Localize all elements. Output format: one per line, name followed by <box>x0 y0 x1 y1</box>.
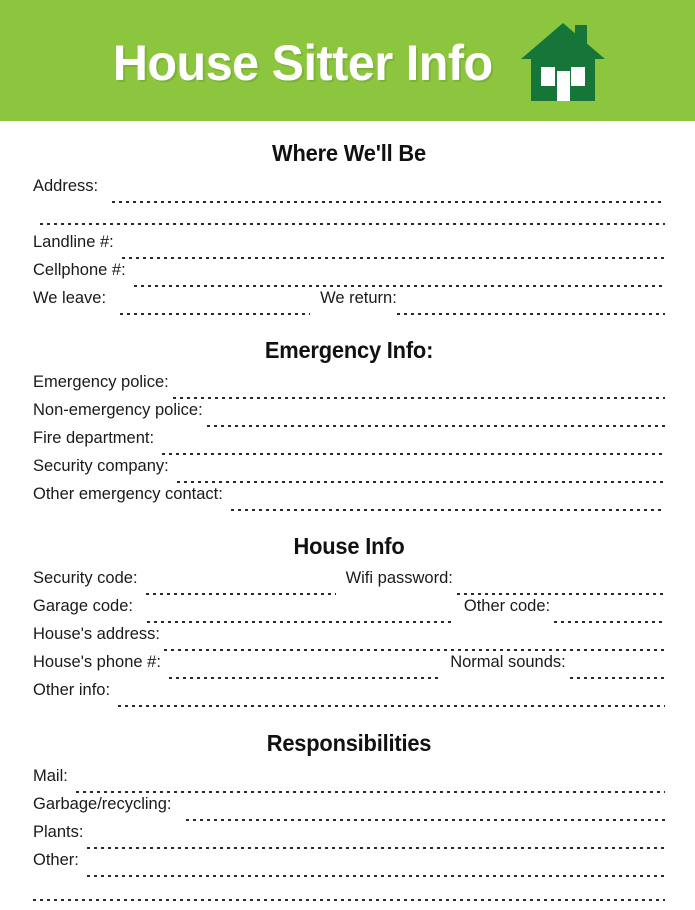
input-line-houses-address[interactable] <box>164 641 665 653</box>
section-title-emergency-info: Emergency Info: <box>264 337 434 363</box>
field-row-fire-department[interactable] <box>33 430 665 458</box>
input-line-garbage-recycling[interactable] <box>186 811 666 823</box>
field-row-cellphone[interactable] <box>33 262 665 290</box>
input-line-security-code[interactable] <box>146 585 336 597</box>
field-row-address[interactable] <box>33 178 665 206</box>
input-line-address[interactable] <box>112 193 665 205</box>
page-title: House Sitter Info <box>112 34 493 91</box>
label-other: Other: <box>33 851 79 869</box>
label-other-info: Other info: <box>33 681 111 699</box>
label-security-code: Security code: <box>33 569 138 587</box>
field-row-we-leave-return[interactable] <box>33 290 665 318</box>
input-line-emergency-police[interactable] <box>173 389 665 401</box>
form-content <box>0 142 695 910</box>
input-line-non-emergency-police[interactable] <box>207 417 665 429</box>
label-garage-code: Garage code: <box>33 597 133 615</box>
section-title-responsibilities: Responsibilities <box>266 730 432 756</box>
field-row-mail[interactable] <box>33 768 665 796</box>
label-fire-department: Fire department: <box>33 429 155 447</box>
input-line-normal-sounds[interactable] <box>570 669 665 681</box>
input-line-fire-department[interactable] <box>162 445 665 457</box>
field-row-plants[interactable] <box>33 824 665 852</box>
field-row-landline[interactable] <box>33 234 665 262</box>
label-other-emergency-contact: Other emergency contact: <box>33 485 223 503</box>
label-houses-phone: House's phone #: <box>33 653 161 671</box>
label-other-code: Other code: <box>463 597 551 615</box>
section-where-well-be <box>33 142 665 318</box>
section-responsibilities <box>33 732 665 910</box>
input-line-other-continued[interactable] <box>33 891 665 903</box>
label-security-company: Security company: <box>33 457 169 475</box>
label-cellphone: Cellphone #: <box>33 261 126 279</box>
section-title-house-info: House Info <box>293 533 405 559</box>
input-line-we-leave[interactable] <box>120 305 310 317</box>
input-line-plants[interactable] <box>87 839 665 851</box>
input-line-security-company[interactable] <box>177 473 665 485</box>
field-row-houses-phone[interactable] <box>33 654 665 682</box>
field-row-garage-code[interactable] <box>33 598 665 626</box>
input-line-wifi-password[interactable] <box>457 585 665 597</box>
input-line-address-continued[interactable] <box>40 215 665 227</box>
label-landline: Landline #: <box>33 233 114 251</box>
field-row-emergency-police[interactable] <box>33 374 665 402</box>
label-normal-sounds: Normal sounds: <box>450 653 566 671</box>
input-line-other-info[interactable] <box>118 697 665 709</box>
field-row-non-emergency-police[interactable] <box>33 402 665 430</box>
field-row-address-continued[interactable] <box>33 206 665 234</box>
label-we-return: We return: <box>320 289 397 307</box>
input-line-landline[interactable] <box>122 249 665 261</box>
input-line-other-emergency-contact[interactable] <box>231 501 665 513</box>
field-row-other-info[interactable] <box>33 682 665 710</box>
section-emergency-info <box>33 339 665 514</box>
label-plants: Plants: <box>33 823 84 841</box>
field-row-other-emergency-contact[interactable] <box>33 486 665 514</box>
input-line-houses-phone[interactable] <box>169 669 440 681</box>
field-row-other-continued[interactable] <box>33 880 665 910</box>
section-title-where-well-be: Where We'll Be <box>272 140 426 166</box>
label-mail: Mail: <box>33 767 68 785</box>
field-row-houses-address[interactable] <box>33 626 665 654</box>
field-row-other[interactable] <box>33 852 665 880</box>
header-banner-content <box>0 19 695 103</box>
field-row-security-company[interactable] <box>33 458 665 486</box>
input-line-cellphone[interactable] <box>134 277 665 289</box>
header-banner <box>0 0 695 121</box>
label-we-leave: We leave: <box>33 289 107 307</box>
input-line-other[interactable] <box>87 867 665 879</box>
house-icon <box>520 19 606 103</box>
label-garbage-recycling: Garbage/recycling: <box>33 795 172 813</box>
input-line-mail[interactable] <box>76 783 665 795</box>
input-line-we-return[interactable] <box>397 305 665 317</box>
field-row-security-code[interactable] <box>33 570 665 598</box>
label-wifi-password: Wifi password: <box>345 569 453 587</box>
field-row-garbage-recycling[interactable] <box>33 796 665 824</box>
input-line-other-code[interactable] <box>554 613 665 625</box>
label-address: Address: <box>33 177 99 195</box>
input-line-garage-code[interactable] <box>147 613 454 625</box>
label-emergency-police: Emergency police: <box>33 373 169 391</box>
label-non-emergency-police: Non-emergency police: <box>33 401 203 419</box>
label-houses-address: House's address: <box>33 625 160 643</box>
section-house-info <box>33 535 665 710</box>
